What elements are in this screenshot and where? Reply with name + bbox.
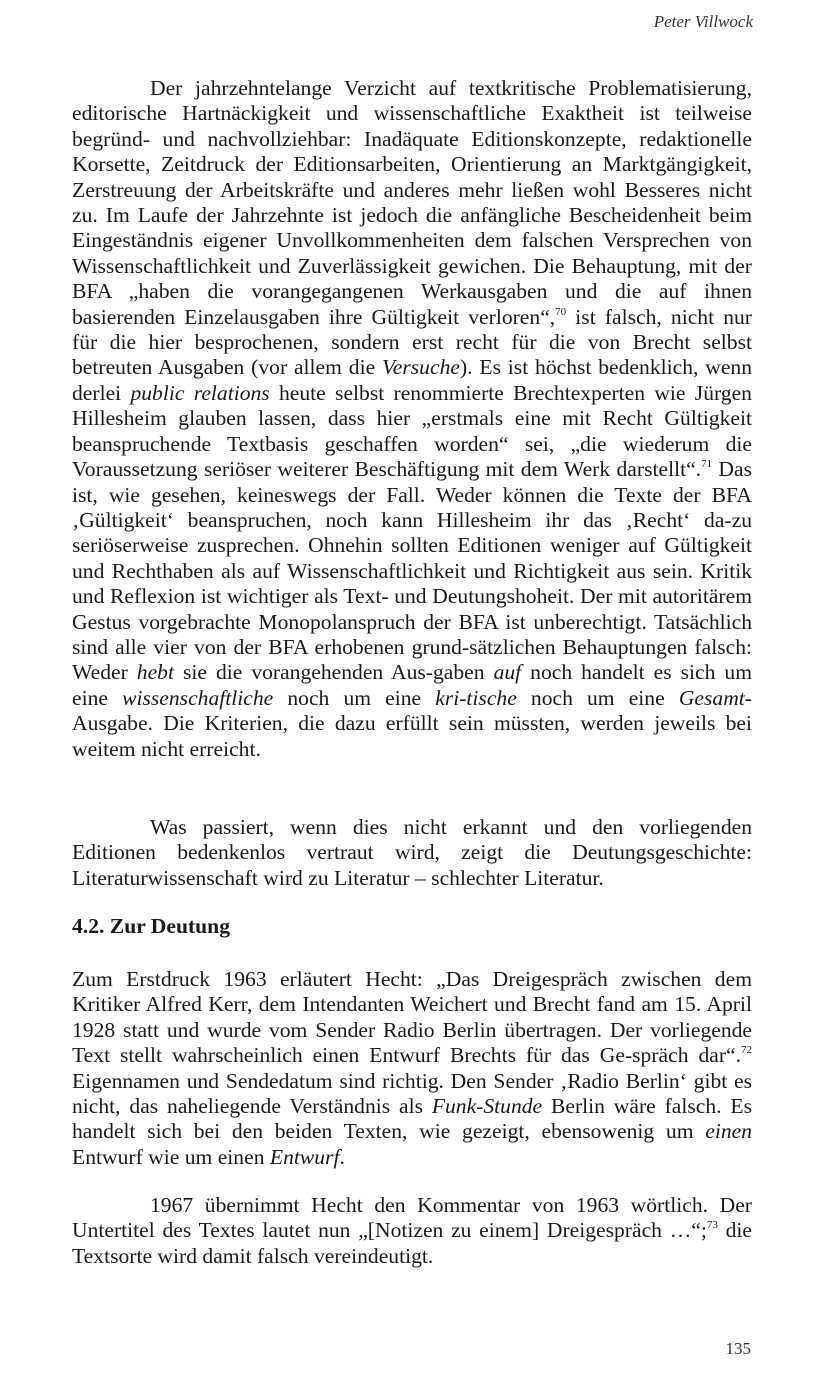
text-run: ist falsch, nicht nur für die hier besprochenen, sondern erst recht für die von Brecht selbst betreuten Ausgaben (vor allem die bbox=[72, 304, 752, 380]
footnote-ref-73: 73 bbox=[706, 1219, 718, 1232]
footnote-ref-71: 71 bbox=[701, 458, 713, 471]
body-paragraph-1 bbox=[72, 76, 752, 762]
body-paragraph-4 bbox=[72, 1193, 752, 1269]
text-run: Berlin wäre falsch. Es handelt sich bei den beiden Texten, wie gezeigt, ebensowenig um bbox=[72, 1094, 752, 1144]
text-run: Der jahrzehntelange Verzicht auf textkritische Problematisierung, editorische Hartnäckigkeit und wissenschaftliche Exaktheit ist teilweise begründ- und nachvollziehbar: Inadäquate Editionskonzepte, redaktionelle Korsette, Zeitdruck der Editionsarbeiten, Orientierung an Marktgängigkeit, Zerstreuung der Arbeitskräfte und anderes mehr ließen wohl Besseres nicht zu. Im Laufe der Jahrzehnte ist jedoch die anfängliche Bescheidenheit beim Eingeständnis eigener Unvollkommenheiten dem falschen Versprechen von Wissenschaftlichkeit und Zuverlässigkeit gewichen. Die Behauptung, mit der BFA „haben die vorangegangenen Werkausgaben und die auf ihnen basierenden Einzelausgaben ihre Gültigkeit verloren“, bbox=[72, 76, 752, 329]
footnote-ref-72: 72 bbox=[741, 1044, 752, 1057]
text-run: ). Es ist höchst bedenklich, wenn derlei bbox=[72, 355, 752, 405]
italic-einen: einen bbox=[705, 1119, 752, 1144]
text-run: noch um eine bbox=[516, 685, 679, 710]
italic-wissenschaftliche: wissenschaftliche bbox=[122, 685, 274, 710]
italic-funk-stunde: Funk-Stunde bbox=[431, 1094, 543, 1119]
body-paragraph-3 bbox=[72, 967, 752, 1170]
footnote-ref-70: 70 bbox=[555, 305, 567, 318]
text-run: noch um eine bbox=[273, 685, 436, 710]
text-run: Das ist, wie gesehen, keineswegs der Fall. Weder können die Texte der BFA ‚Gültigkeit‘ beanspruchen, noch kann Hillesheim ihr das ‚Recht‘ da-zu seriöserweise zusprechen. Ohnehin sollten Editionen weniger auf Gültigkeit und Rechthaben als auf Wissenschaftlichkeit und Richtigkeit aus sein. Kritik und Reflexion ist wichtiger als Text- und Deutungshoheit. Der mit autoritärem Gestus vorgebrachte Monopolanspruch der BFA ist unberechtigt. Tatsächlich sind alle vier von der BFA erhobenen grund-sätzlichen Behauptungen falsch: Weder bbox=[72, 457, 753, 685]
page-number: 135 bbox=[725, 1339, 751, 1358]
text-run: Was passiert, wenn dies nicht erkannt und den vorliegenden Editionen bedenkenlos vertraut wird, zeigt die Deutungsgeschichte: Literaturwissenschaft wird zu Literatur – schlechter Literatur. bbox=[72, 815, 752, 890]
italic-kritische: kri-tische bbox=[435, 685, 517, 710]
italic-public-relations: public relations bbox=[130, 380, 270, 405]
italic-hebt: hebt bbox=[136, 660, 174, 685]
italic-entwurf: Entwurf bbox=[269, 1144, 340, 1169]
text-run: Eigennamen und Sendedatum sind richtig. Den Sender ‚Radio Berlin‘ gibt es nicht, das naheliegende Verständnis als bbox=[72, 1068, 752, 1119]
body-paragraph-2 bbox=[72, 815, 752, 891]
italic-auf: auf bbox=[493, 660, 522, 685]
text-run: sie die vorangehenden Aus-gaben bbox=[173, 660, 494, 685]
section-heading: 4.2. Zur Deutung bbox=[72, 914, 230, 938]
text-run: -Ausgabe. Die Kriterien, die dazu erfüllt sein müssten, werden jeweils bei weitem nicht erreicht. bbox=[72, 685, 752, 761]
text-run: noch handelt es sich um eine bbox=[72, 660, 752, 710]
text-run: die Textsorte wird damit falsch vereindeutigt. bbox=[72, 1218, 753, 1268]
text-run: Entwurf wie um einen bbox=[72, 1144, 270, 1169]
text-run: heute selbst renommierte Brechtexperten wie Jürgen Hillesheim glauben lassen, dass hier „erstmals eine mit Recht Gültigkeit beanspruchende Textbasis geschaffen worden“ sei, „die wiederum die Voraussetzung seriöser weiterer Beschäftigung mit dem Werk darstellt“. bbox=[72, 380, 752, 482]
text-run: Zum Erstdruck 1963 erläutert Hecht: „Das Dreigespräch zwischen dem Kritiker Alfred Kerr, dem Intendanten Weichert und Brecht fand am 15. April 1928 statt und wurde vom Sender Radio Berlin übertragen. Der vorliegende Text stellt wahrscheinlich einen Entwurf Brechts für das Ge-spräch dar“. bbox=[72, 967, 752, 1068]
text-run: . bbox=[339, 1144, 345, 1169]
text-run: 1967 übernimmt Hecht den Kommentar von 1963 wörtlich. Der Untertitel des Textes lautet nun „[Notizen zu einem] Dreigespräch …“; bbox=[72, 1193, 752, 1243]
italic-gesamt: Gesamt bbox=[678, 685, 745, 710]
running-head-author: Peter Villwock bbox=[653, 12, 753, 31]
italic-title-versuche: Versuche bbox=[382, 355, 460, 380]
